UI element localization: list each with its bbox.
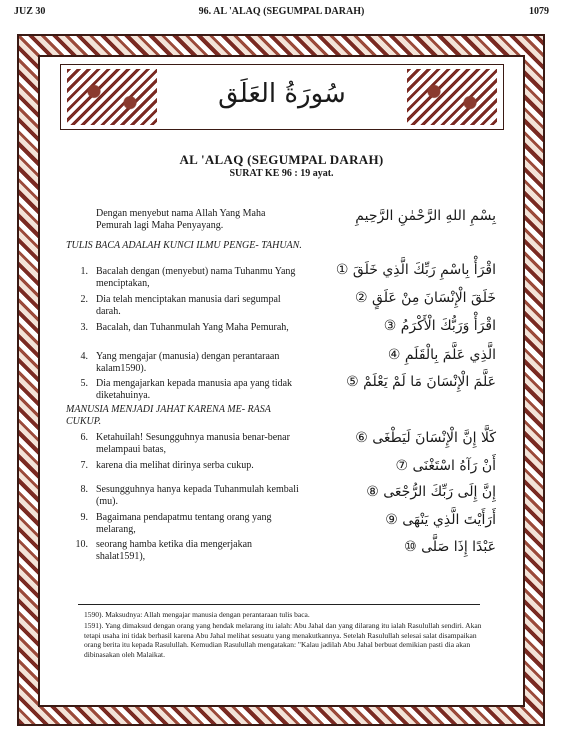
page-title: AL 'ALAQ (SEGUMPAL DARAH) [179,152,384,167]
verse-number: 6. [80,432,88,443]
basmalah-translation: Dengan menyebut nama Allah Yang Maha Pemurah lagi Maha Penyayang. [96,208,266,231]
verse-translation [66,539,306,563]
surah-info: SURAT KE 96 : 19 ayat. [229,168,334,179]
verse-arabic: اقْرَأْ بِاسْمِ رَبِّكَ الَّذِي خَلَقَ ① [335,262,496,278]
basmalah-arabic: بِسْمِ اللهِ الرَّحْمٰنِ الرَّحِيمِ [355,208,496,224]
verse-text: Bacalah dengan (menyebut) nama Tuhanmu Yang menciptakan, [96,266,296,289]
footnote-divider [78,604,480,605]
footnote: 1590). Maksudnya: Allah mengajar manusia dengan perantaraan tulis baca. [84,610,310,619]
page-number: 1079 [529,6,549,17]
verse-text: Dia mengajarkan kepada manusia apa yang tidak diketahuinya. [96,378,293,401]
verse-arabic: اقْرَأْ وَرَبُّكَ الْأَكْرَمُ ③ [383,318,496,334]
verse-translation [66,266,306,290]
verse-number: 9. [80,512,88,523]
verse-arabic: عَبْدًا إِذَا صَلَّى ⑩ [404,539,496,555]
verse-number: 8. [80,484,88,495]
floral-ornament-icon [407,69,497,125]
verse-number: 4. [80,351,88,362]
verse-text: Bacalah, dan Tuhanmulah Yang Maha Pemurah, [96,322,289,333]
verse-translation [66,432,306,456]
verse-arabic: أَنْ رَآهُ اسْتَغْنَى ⑦ [395,458,496,474]
verse-number: 10. [75,539,88,550]
surah-banner [60,64,504,130]
surah-header: 96. AL 'ALAQ (SEGUMPAL DARAH) [198,6,365,17]
section-heading: TULIS BACA ADALAH KUNCI ILMU PENGE- TAHUAN. [66,240,302,251]
surah-name-arabic: سُورَةُ العَلَق [218,79,346,109]
footnote: 1591). Yang dimaksud dengan orang yang hendak melarang itu ialah: Abu Jahal dan yang dilarang itu ialah Rasulullah sendiri. Akan tetapi usaha ini tidak berhasil karena Abu Jahal melihat sesuatu yang menakutkannya. Setelah Rasulullah selesai salat disampaikan orang berita itu kepada Rasulullah. Kemudian Rasulullah mengatakan: "Kalau jadilah Abu Jahal berbuat demikian pasti dia akan dibinasakan oleh Malaikat. [84,621,482,659]
page-header [0,6,563,20]
verse-translation [66,484,306,508]
verse-arabic: عَلَّمَ الْإِنْسَانَ مَا لَمْ يَعْلَمْ ⑤ [346,374,496,390]
verse-translation [66,294,306,318]
verse-translation [66,378,306,402]
verse-translation [66,351,306,375]
verse-number: 1. [80,266,88,277]
verse-translation [66,322,306,334]
verse-arabic: أَرَأَيْتَ الَّذِي يَنْهَى ⑨ [385,512,496,528]
verse-text: Dia telah menciptakan manusia dari segumpal darah. [96,294,281,317]
verse-number: 5. [80,378,88,389]
verse-text: Ketahuilah! Sesungguhnya manusia benar-benar melampaui batas, [96,432,290,455]
juz-label: JUZ 30 [14,6,46,17]
verse-text: Sesungguhnya hanya kepada Tuhanmulah kembali (mu). [96,484,299,507]
verse-text: karena dia melihat dirinya serba cukup. [96,460,254,471]
section-heading: MANUSIA MENJADI JAHAT KARENA ME- RASA CUKUP. [66,404,271,427]
verse-text: seorang hamba ketika dia mengerjakan shalat1591), [96,539,253,562]
verse-translation [66,512,306,536]
verse-arabic: خَلَقَ الْإِنْسَانَ مِنْ عَلَقٍ ② [355,290,496,306]
verse-number: 2. [80,294,88,305]
verse-arabic: الَّذِي عَلَّمَ بِالْقَلَمِ ④ [387,347,496,363]
verse-text: Yang mengajar (manusia) dengan perantaraan kalam1590). [96,351,280,374]
verse-number: 3. [80,322,88,333]
verse-number: 7. [80,460,88,471]
verse-arabic: إِنَّ إِلَى رَبِّكَ الرُّجْعَى ⑧ [366,484,496,500]
verse-translation [66,460,306,472]
verse-arabic: كَلَّا إِنَّ الْإِنْسَانَ لَيَطْغَى ⑥ [355,430,496,446]
verse-text: Bagaimana pendapatmu tentang orang yang melarang, [96,512,272,535]
